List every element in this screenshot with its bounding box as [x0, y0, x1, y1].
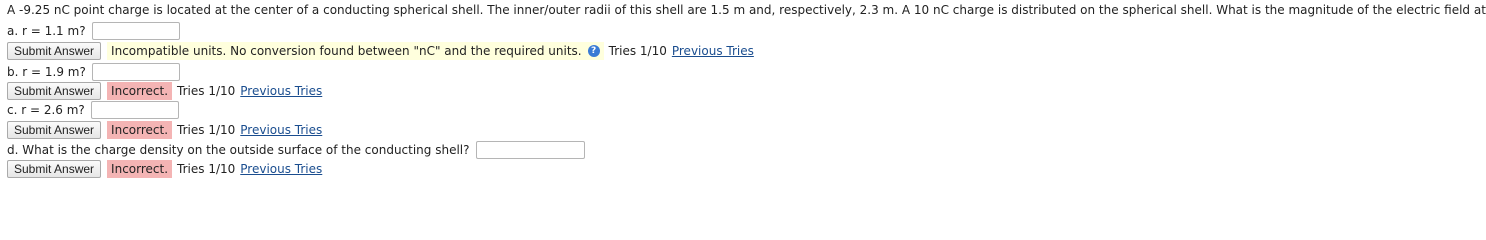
part-c-prompt-row — [7, 100, 179, 120]
part-c-submit-button[interactable]: Submit Answer — [7, 121, 101, 139]
part-a-submit-button[interactable]: Submit Answer — [7, 42, 101, 60]
part-d-prompt-row — [7, 140, 585, 160]
part-a-prompt-row — [7, 21, 180, 41]
part-d-label: d. What is the charge density on the outside surface of the conducting shell? — [7, 143, 470, 157]
part-c-answer-input[interactable] — [91, 101, 179, 119]
part-a-feedback — [107, 42, 604, 60]
part-b-submit-button[interactable]: Submit Answer — [7, 82, 101, 100]
part-d-answer-input[interactable] — [476, 141, 585, 159]
part-c-feedback — [107, 121, 172, 139]
part-b-answer-input[interactable] — [92, 63, 180, 81]
part-b-label: b. r = 1.9 m? — [7, 65, 86, 79]
part-d-previous-tries-link[interactable]: Previous Tries — [240, 162, 323, 176]
question-text: A -9.25 nC point charge is located at the center of a conducting spherical shell. The inner/outer radii of this shell are 1.5 m and, respectively, 2.3 m. A 10 nC charge is distributed on the spherical shell. What is the magnitude of the electric field at — [7, 3, 1486, 17]
part-d-submit-button[interactable]: Submit Answer — [7, 160, 101, 178]
part-a-submit-row — [7, 41, 754, 61]
part-d-tries: Tries 1/10 — [177, 162, 236, 176]
part-c-feedback-text: Incorrect. — [111, 123, 169, 137]
part-c-label: c. r = 2.6 m? — [7, 103, 85, 117]
part-c-submit-row — [7, 120, 322, 140]
part-c-tries: Tries 1/10 — [177, 123, 236, 137]
part-d-submit-row — [7, 159, 322, 179]
part-a-tries: Tries 1/10 — [608, 44, 667, 58]
part-b-previous-tries-link[interactable]: Previous Tries — [240, 84, 323, 98]
question-circle-icon[interactable]: ? — [588, 45, 600, 57]
part-a-previous-tries-link[interactable]: Previous Tries — [671, 44, 754, 58]
part-b-feedback — [107, 82, 172, 100]
part-d-feedback-text: Incorrect. — [111, 162, 169, 176]
part-a-feedback-text: Incompatible units. No conversion found between "nC" and the required units. — [111, 44, 582, 58]
part-b-feedback-text: Incorrect. — [111, 84, 169, 98]
part-d-feedback — [107, 160, 172, 178]
part-a-answer-input[interactable] — [92, 22, 180, 40]
part-b-submit-row — [7, 81, 322, 101]
part-c-previous-tries-link[interactable]: Previous Tries — [240, 123, 323, 137]
part-a-label: a. r = 1.1 m? — [7, 24, 86, 38]
part-b-tries: Tries 1/10 — [177, 84, 236, 98]
part-b-prompt-row — [7, 62, 180, 82]
